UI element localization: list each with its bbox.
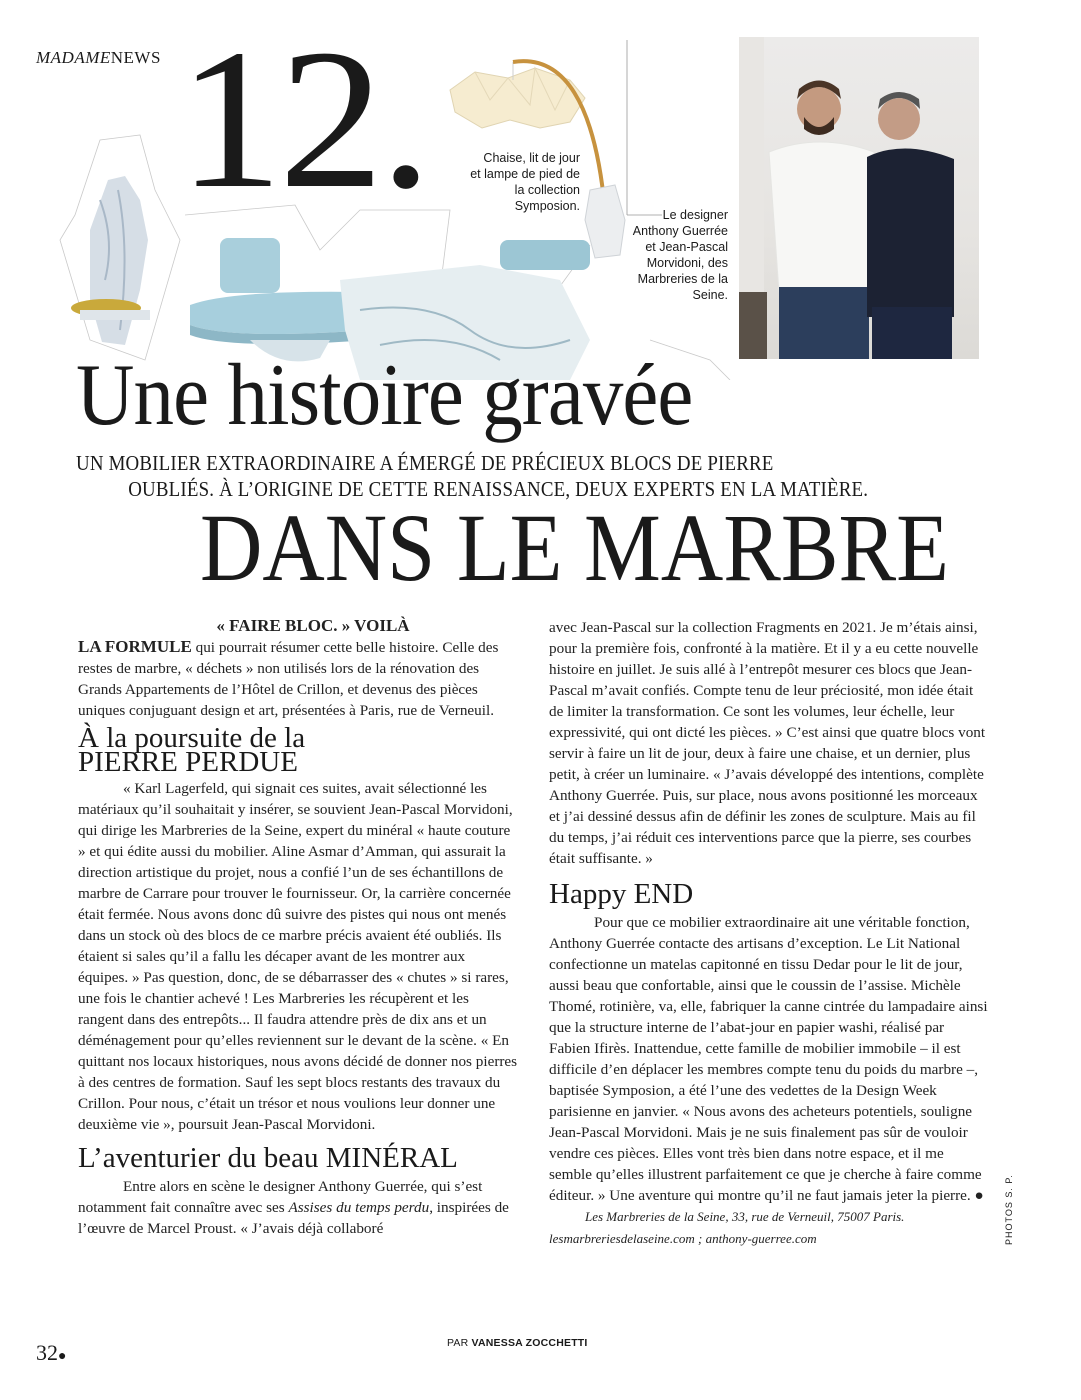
section1-paragraph: « Karl Lagerfeld, qui signait ces suites, avait sélectionné les matériaux qu’il souhaitait y insérer, se souvient Jean-Pascal Morvidoni, qui dirige les Marbreries de la Seine, expert du minéral « haute couture » et qui édite aussi du mobilier. Aline Asmar d’Amman, qui assurait la direction artistique du projet, nous a confié l’un de ses échantillons de marbre de Carrare pour trouver le fournisseur. Or, la carrière concernée était fermée. Nous avons donc dû suivre des pistes qui nous ont menés dans un stock où des blocs de ce marbre précis avaient été oubliés. Ils étaient si sales qu’il a fallu les décaper avant de les montrer aux équipes. » Pas question, donc, de se débarrasser des « chutes » si rares, une fois le chantier achevé ! Les Marbreries les récupèrent et les rangent dans des entrepôts... Il faudra attendre près de dix ans et un déménagement pour qu’elles reviennent sur le devant de la scène. « En quittant nos locaux historiques, nous avons décidé de donner nos pierres à des centres de formation. Sauf les sept blocs restants des travaux du Crillon. Pour nous, c’était un trésor et nous voulions leur donner une deuxième vie », poursuit Jean-Pascal Morvidoni. xyxy=(78,780,518,1133)
article-column-2 xyxy=(549,617,989,1250)
section-heading-happy-end: Happy END xyxy=(549,878,694,910)
portrait-caption: Le designer Anthony Guerrée et Jean-Pascal Morvidoni, des Marbreries de la Seine. xyxy=(632,208,728,302)
section2-paragraph-continued: avec Jean-Pascal sur la collection Fragments en 2021. Je m’étais ainsi, pour la première fois, confronté à la matière. Et il y a eu cette nouvelle histoire en juillet. Je suis allé à l’entrepôt mesurer ces blocs que Jean-Pascal m’avait confiés. Compte tenu de leur préciosité, mon idée était de limiter la transformation. Ce sont les volumes, leur échelle, leur expressivité, qui ont dicté les pièces. » C’est ainsi que quatre blocs vont servir à faire un lit de jour, deux à faire une chaise, et un dernier, plus petit, à créer un luminaire. « J’avais développé des intentions, complète Anthony Guerrée. Puis, sur place, nous avons positionné les morceaux et j’ai dessiné dessus afin de définir les zones de sculpture. Mais au fil du temps, j’ai réduit ces interventions parce que la pierre, ses courbes était suffisante. » xyxy=(549,619,986,867)
address: Les Marbreries de la Seine, 33, rue de Verneuil, 75007 Paris. xyxy=(585,1209,905,1224)
headline-line2: DANS LE MARBRE xyxy=(200,494,949,601)
section-heading-pierre-perdue: À la poursuite de la PIERRE PERDUE xyxy=(78,722,306,778)
marble-chair xyxy=(71,176,150,345)
page-number: 32● xyxy=(36,1340,67,1365)
lamp-shade xyxy=(450,62,585,128)
furniture-caption: Chaise, lit de jour et lampe de pied de la collection Symposion. xyxy=(470,151,580,213)
headline-line1: Une histoire gravée xyxy=(76,347,693,444)
section-heading-mineral: L’aventurier du beau MINÉRAL xyxy=(78,1142,458,1174)
standfirst-line1: UN MOBILIER EXTRAORDINAIRE A ÉMERGÉ DE PRÉCIEUX BLOCS DE PIERRE xyxy=(76,451,774,475)
end-mark: ● xyxy=(974,1187,984,1204)
websites[interactable]: lesmarbreriesdelaseine.com ; anthony-guerree.com xyxy=(549,1231,817,1246)
intro-paragraph: LA FORMULE qui pourrait résumer cette belle histoire. Celle des restes de marbre, « déchets » non utilisés lors de la rénovation des Grands Appartements de l’Hôtel de Crillon, et devenus des pièces uniques conjuguant design et art, présentées à Paris, rue de Verneuil. xyxy=(78,637,499,719)
section-rubric: MADAMENEWS xyxy=(36,48,161,67)
article-column-1 xyxy=(78,615,518,1239)
issue-number: 12. xyxy=(178,9,428,230)
photo-credit: PHOTOS S. P. xyxy=(1004,1174,1014,1245)
lead-in: « FAIRE BLOC. » VOILÀ xyxy=(216,616,410,635)
portrait-photo xyxy=(739,37,979,359)
section3-paragraph: Pour que ce mobilier extraordinaire ait une véritable fonction, Anthony Guerrée contacte des artisans d’exception. Le Lit National confectionne un matelas capitonné en tissu Dedar pour le lit de jour, aussi beau que confortable, ainsi que le coussin de l’assise. Michèle Thomé, rotinière, va, elle, fabriquer la canne cintrée du lampadaire ainsi que la structure interne de l’abat-jour en papier washi, réalisé par Fabien Ifirès. Inattendue, cette famille de mobilier immobile – il est difficile d’en déplacer les membres compte tenu du poids du marbre –, baptisée Symposion, a été l’une des vedettes de la Design Week parisienne en janvier. « Nous avons des acheteurs potentiels, souligne Jean-Pascal Morvidoni. Mais je ne suis finalement pas sûr de vouloir vendre ces pièces. Elles vont très bien dans notre espace, et il me semble qu’elles illustrent parfaitement ce que je cherche à faire comme éditeur. » Une aventure qui montre qu’il ne faut jamais jeter la pierre. ● xyxy=(549,914,988,1204)
section2-paragraph: Entre alors en scène le designer Anthony Guerrée, qui s’est notamment fait connaître avec ses Assises du temps perdu, inspirées de l’œuvre de Marcel Proust. « J’avais déjà collaboré xyxy=(78,1178,509,1237)
byline: PAR VANESSA ZOCCHETTI xyxy=(447,1337,588,1349)
lead-caps: LA FORMULE xyxy=(78,637,192,656)
standfirst-line2: OUBLIÉS. À L’ORIGINE DE CETTE RENAISSANCE, DEUX EXPERTS EN LA MATIÈRE. xyxy=(128,477,869,501)
